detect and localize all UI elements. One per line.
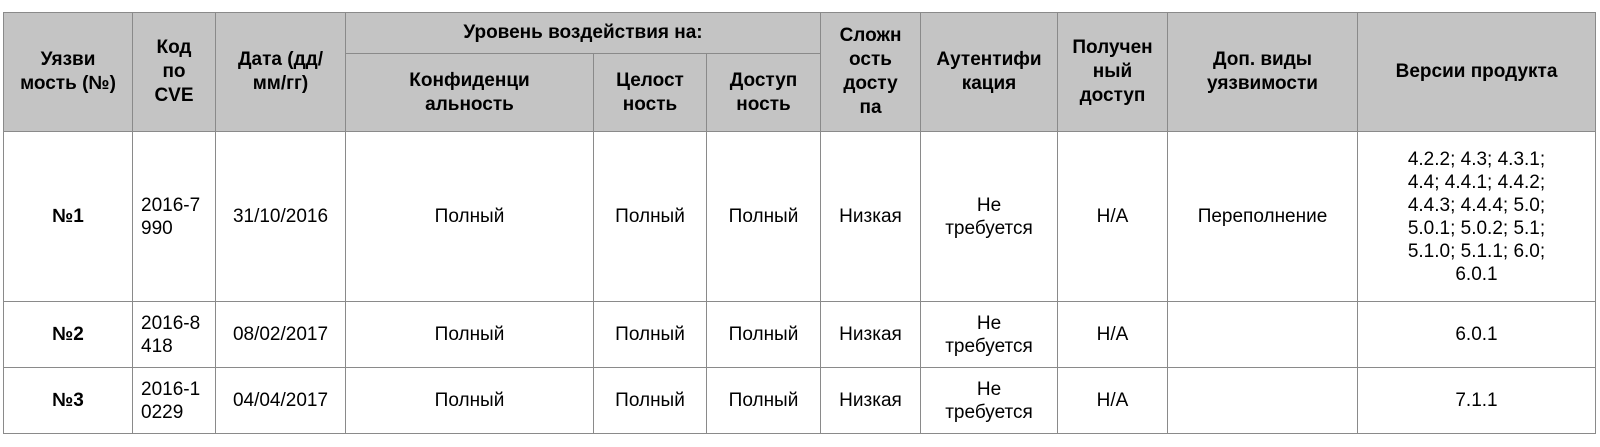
row-date: 08/02/2017 <box>216 302 346 368</box>
row-authentication: Не требуется <box>921 302 1058 368</box>
row-number: №1 <box>4 132 133 302</box>
row-access: Н/А <box>1058 132 1168 302</box>
row-number: №3 <box>4 368 133 434</box>
header-cve-code: Код по CVE <box>133 13 216 132</box>
row-availability: Полный <box>707 368 821 434</box>
row-date: 04/04/2017 <box>216 368 346 434</box>
header-product-versions: Версии продукта <box>1358 13 1596 132</box>
row-access: Н/А <box>1058 302 1168 368</box>
header-integrity: Целост ность <box>594 54 707 132</box>
header-access-complexity: Сложн ость досту па <box>821 13 921 132</box>
row-integrity: Полный <box>594 302 707 368</box>
row-cve: 2016-8 418 <box>133 302 216 368</box>
header-availability: Доступ ность <box>707 54 821 132</box>
row-complexity: Низкая <box>821 302 921 368</box>
row-number: №2 <box>4 302 133 368</box>
row-extra: Переполнение <box>1168 132 1358 302</box>
row-date: 31/10/2016 <box>216 132 346 302</box>
header-vulnerability: Уязви мость (№) <box>4 13 133 132</box>
table-row <box>4 302 1596 368</box>
row-cve: 2016-7 990 <box>133 132 216 302</box>
header-impact-group: Уровень воздействия на: <box>346 13 821 54</box>
table-row <box>4 368 1596 434</box>
row-confidentiality: Полный <box>346 368 594 434</box>
row-availability: Полный <box>707 302 821 368</box>
header-authentication: Аутентифи кация <box>921 13 1058 132</box>
row-confidentiality: Полный <box>346 132 594 302</box>
vulnerability-table <box>3 12 1596 434</box>
row-availability: Полный <box>707 132 821 302</box>
row-cve: 2016-1 0229 <box>133 368 216 434</box>
header-confidentiality: Конфиденци альность <box>346 54 594 132</box>
header-row-top <box>4 13 1596 54</box>
row-confidentiality: Полный <box>346 302 594 368</box>
table-row <box>4 132 1596 302</box>
row-integrity: Полный <box>594 368 707 434</box>
header-extra-types: Доп. виды уязвимости <box>1168 13 1358 132</box>
row-versions: 7.1.1 <box>1358 368 1596 434</box>
row-extra <box>1168 302 1358 368</box>
row-extra <box>1168 368 1358 434</box>
row-versions: 4.2.2; 4.3; 4.3.1; 4.4; 4.4.1; 4.4.2; 4.4.3; 4.4.4; 5.0; 5.0.1; 5.0.2; 5.1; 5.1.0; 5.1.1; 6.0; 6.0.1 <box>1358 132 1596 302</box>
row-access: Н/А <box>1058 368 1168 434</box>
row-integrity: Полный <box>594 132 707 302</box>
row-versions: 6.0.1 <box>1358 302 1596 368</box>
vulnerability-table-wrapper <box>3 12 1596 434</box>
row-authentication: Не требуется <box>921 132 1058 302</box>
row-complexity: Низкая <box>821 132 921 302</box>
header-date: Дата (дд/ мм/гг) <box>216 13 346 132</box>
row-complexity: Низкая <box>821 368 921 434</box>
header-access-gained: Получен ный доступ <box>1058 13 1168 132</box>
row-authentication: Не требуется <box>921 368 1058 434</box>
